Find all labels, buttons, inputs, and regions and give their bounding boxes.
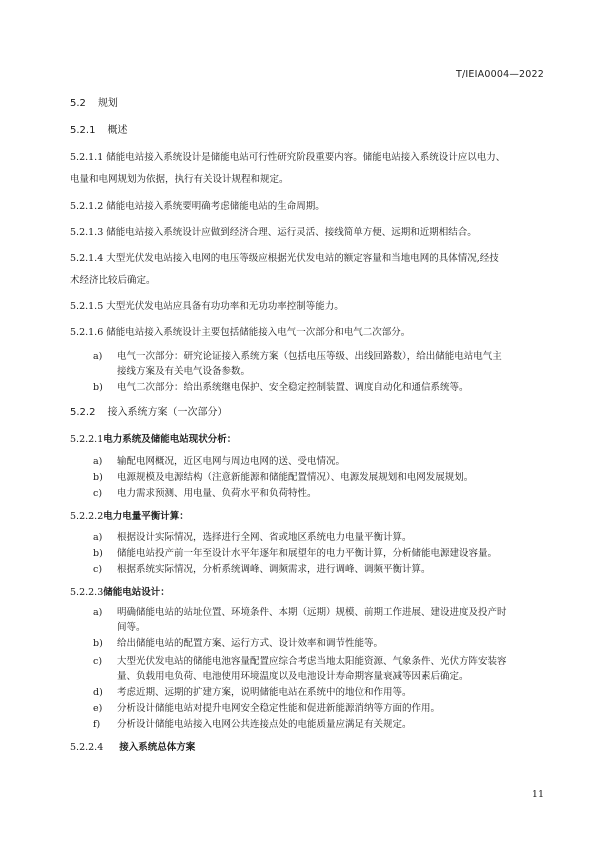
list-item-label: a): [93, 456, 103, 467]
list-item-text: 分析设计储能电站接入电网公共连接点处的电能质量应满足有关规定。: [117, 719, 412, 730]
list-item-label: c): [93, 656, 103, 667]
list-item-label: b): [93, 382, 103, 393]
list-item-text: 输配电网概况，近区电网与周边电网的送、受电情况。: [117, 456, 346, 467]
list-item-label: a): [93, 607, 103, 618]
section-number: 5.2.2: [70, 407, 96, 418]
list-item-text: 电气二次部分：给出系统继电保护、安全稳定控制装置、调度自动化和通信系统等。: [117, 382, 469, 393]
section-title: 接入系统方案（一次部分）: [107, 407, 228, 418]
page-number: 11: [531, 789, 544, 800]
standard-id: T/IEIA0004—2022: [456, 69, 544, 80]
list-item-text: 电力需求预测、用电量、负荷水平和负荷特性。: [117, 488, 317, 499]
paragraph-5-2-2-3-heading: [70, 586, 170, 599]
list-item-text: 考虑近期、远期的扩建方案，说明储能电站在系统中的地位和作用等。: [117, 687, 412, 698]
clause-title: 接入系统总体方案: [119, 742, 196, 753]
list-item-label: f): [93, 719, 101, 730]
clause-number: 5.2.2.4: [70, 742, 104, 753]
list-item-text: 电源规模及电源结构（注意新能源和储能配置情况）、电源发展规划和电网发展规划。: [117, 472, 474, 483]
paragraph-5-2-1-4-line-2: 术经济比较后确定。: [70, 275, 156, 286]
clause-title: 储能电站设计：: [103, 587, 170, 598]
section-title: 概述: [107, 125, 128, 136]
paragraph-5-2-2-1-heading: [70, 433, 236, 446]
paragraph-5-2-1-4-line-1: 5.2.1.4 大型光伏发电站接入电网的电压等级应根据光伏发电站的额定容量和当地电网的具体情况,经技: [70, 253, 499, 264]
clause-title: 电力电量平衡计算：: [103, 511, 189, 522]
list-item-text: 储能电站投产前一年至设计水平年逐年和展望年的电力平衡计算，分析储能电源建设容量。: [117, 548, 498, 559]
paragraph-5-2-2-2-heading: [70, 510, 189, 523]
section-number: 5.2.1: [70, 125, 96, 136]
paragraph-5-2-1-2: 5.2.1.2 储能电站接入系统要明确考虑储能电站的生命周期。: [70, 201, 325, 212]
paragraph-5-2-1-5: 5.2.1.5 大型光伏发电站应具备有功功率和无功功率控制等能力。: [70, 301, 344, 312]
list-item-label: d): [93, 687, 103, 698]
list-item-text-continued: 量、负载用电负荷、电池使用环境温度以及电池设计寿命期容量衰减等因素后确定。: [117, 671, 469, 682]
clause-title: 电力系统及储能电站现状分析：: [103, 434, 237, 445]
clause-number: 5.2.2.3: [70, 587, 104, 598]
paragraph-5-2-1-6: 5.2.1.6 储能电站接入系统设计主要包括储能接入电气一次部分和电气二次部分。: [70, 327, 411, 338]
list-item-label: b): [93, 548, 103, 559]
section-title: 规划: [97, 98, 118, 109]
list-item-label: b): [93, 638, 103, 649]
section-5-2-2-heading: [70, 406, 227, 419]
list-item-text: 根据系统实际情况，分析系统调峰、调频需求，进行调峰、调频平衡计算。: [117, 564, 431, 575]
section-number: 5.2: [70, 98, 86, 109]
list-item-text: 明确储能电站的站址位置、环境条件、本期（远期）规模、前期工作进展、建设进度及投产时: [117, 607, 507, 618]
paragraph-5-2-1-1-line-2: 电量和电网规划为依据，执行有关设计规程和规定。: [70, 174, 289, 185]
list-item-label: b): [93, 472, 103, 483]
section-5-2-1-heading: [70, 124, 127, 137]
paragraph-5-2-1-1-line-1: 5.2.1.1 储能电站接入系统设计是储能电站可行性研究阶段重要内容。储能电站接入系统设计应以电力、: [70, 152, 506, 163]
list-item-label: a): [93, 532, 103, 543]
paragraph-5-2-2-4-heading: [70, 741, 195, 754]
section-5-2-heading: [70, 97, 118, 110]
list-item-text: 分析设计储能电站对提升电网安全稳定性能和促进新能源消纳等方面的作用。: [117, 703, 441, 714]
list-item-label: c): [93, 564, 103, 575]
list-item-label: c): [93, 488, 103, 499]
list-item-label: e): [93, 703, 103, 714]
list-item-text-continued: 接线方案及有关电气设备参数。: [117, 366, 251, 377]
paragraph-5-2-1-3: 5.2.1.3 储能电站接入系统设计应做到经济合理、运行灵活、接线简单方便、远期和近期相结合。: [70, 227, 477, 238]
list-item-text: 电气一次部分：研究论证接入系统方案（包括电压等级、出线回路数），给出储能电站电气主: [117, 351, 502, 362]
list-item-text-continued: 间等。: [117, 622, 146, 633]
clause-number: 5.2.2.2: [70, 511, 104, 522]
list-item-text: 大型光伏发电站的储能电池容量配置应综合考虑当地太阳能资源、气象条件、光伏方阵安装容: [117, 656, 507, 667]
clause-number: 5.2.2.1: [70, 434, 104, 445]
list-item-text: 根据设计实际情况，选择进行全网、省或地区系统电力电量平衡计算。: [117, 532, 412, 543]
list-item-text: 给出储能电站的配置方案、运行方式、设计效率和调节性能等。: [117, 638, 384, 649]
list-item-label: a): [93, 351, 103, 362]
